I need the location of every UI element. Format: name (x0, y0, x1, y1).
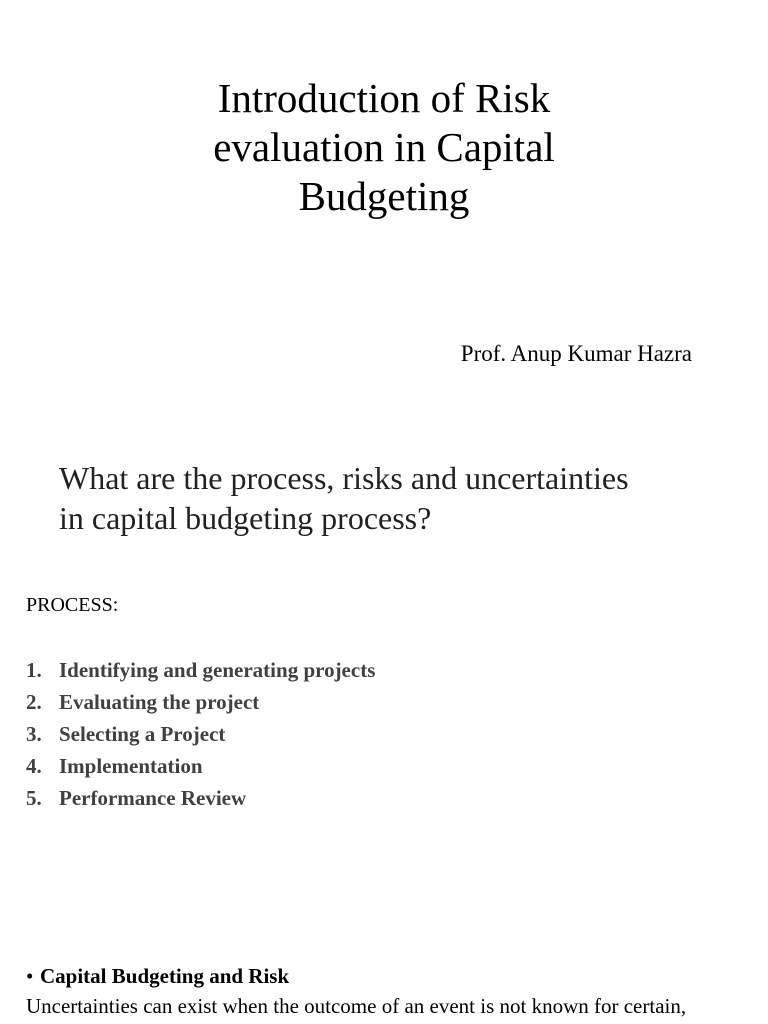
step-label: Implementation (59, 754, 203, 778)
title-line-2: evaluation in Capital (213, 124, 555, 170)
bullet-icon: • (26, 964, 34, 988)
author-name: Prof. Anup Kumar Hazra (460, 341, 692, 366)
process-step (26, 718, 375, 750)
process-step (26, 654, 375, 686)
step-label: Selecting a Project (59, 722, 226, 746)
step-label: Evaluating the project (59, 690, 260, 714)
step-number: 1. (26, 658, 42, 682)
step-number: 4. (26, 754, 42, 778)
process-step (26, 750, 375, 782)
step-number: 5. (26, 786, 42, 810)
risk-section-heading (26, 962, 289, 990)
process-label: PROCESS: (26, 594, 119, 616)
step-label: Performance Review (59, 786, 247, 810)
process-step (26, 782, 375, 814)
step-label: Identifying and generating projects (59, 658, 376, 682)
question-heading (59, 458, 749, 538)
risk-body-text: Uncertainties can exist when the outcome of an event is not known for certain, (26, 994, 687, 1018)
step-number: 2. (26, 690, 42, 714)
risk-heading-text: Capital Budgeting and Risk (40, 964, 290, 988)
step-number: 3. (26, 722, 42, 746)
slide-title (0, 74, 768, 221)
process-steps-list (26, 654, 375, 814)
process-step (26, 686, 375, 718)
question-line-1: What are the process, risks and uncertainties (59, 460, 629, 496)
title-line-1: Introduction of Risk (217, 75, 551, 121)
title-line-3: Budgeting (298, 173, 470, 219)
question-line-2: in capital budgeting process? (59, 500, 432, 536)
